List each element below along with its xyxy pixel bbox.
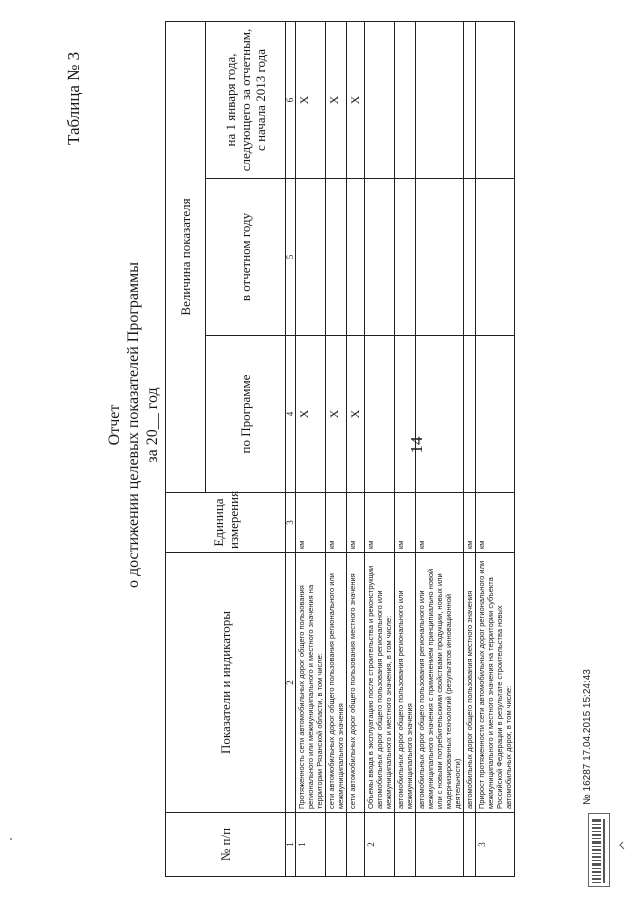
- table-row: [395, 21, 416, 876]
- report-title-line3: за 20__ год: [144, 387, 161, 463]
- header-by-program: по Программе: [206, 336, 286, 493]
- reporting-value: [296, 179, 326, 336]
- unit-cell: км: [476, 493, 515, 553]
- scan-speck-icon: [8, 835, 14, 843]
- table-row: [464, 21, 476, 876]
- header-unit: Единица измерения: [166, 493, 286, 553]
- row-number: 2: [365, 813, 395, 877]
- program-value: [395, 336, 416, 493]
- column-number: 1: [286, 813, 296, 877]
- row-number: [326, 813, 347, 877]
- row-number: 3: [476, 813, 515, 877]
- indicator-text: сети автомобильных дорог общего пользования регионального или межмуниципального значения: [326, 553, 347, 813]
- jan1-value: X: [326, 21, 347, 178]
- jan1-value: X: [347, 21, 365, 178]
- indicator-text: Объемы ввода в эксплуатацию после строительства и реконструкции автомобильных дорог общего пользования регионального или межмуниципального и местного значения, в том числе:: [365, 553, 395, 813]
- program-value: X: [347, 336, 365, 493]
- table-row: [476, 21, 515, 876]
- table-row: [296, 21, 326, 876]
- jan1-value: [476, 21, 515, 178]
- row-number: [464, 813, 476, 877]
- header-value-group: Величина показателя: [166, 21, 206, 492]
- table-row: [326, 21, 347, 876]
- table-row: [416, 21, 464, 876]
- page-number: 14: [407, 436, 426, 454]
- indicator-text: автомобильных дорог общего пользования регионального или межмуниципального значения с применением принципиально новой или с новыми потребительскими свойствами продукции, новых или модернизированных технологий (результатов инновационной деятельности): [416, 553, 464, 813]
- jan1-value: X: [296, 21, 326, 178]
- reporting-value: [395, 179, 416, 336]
- program-value: X: [326, 336, 347, 493]
- column-number: 3: [286, 493, 296, 553]
- row-number: [347, 813, 365, 877]
- jan1-value: [395, 21, 416, 178]
- jan1-value: [365, 21, 395, 178]
- reporting-value: [464, 179, 476, 336]
- header-no: № п/п: [166, 813, 286, 877]
- row-number: [395, 813, 416, 877]
- program-value: [416, 336, 464, 493]
- unit-cell: км: [326, 493, 347, 553]
- indicator-text: автомобильных дорог общего пользования регионального или межмуниципального значения: [395, 553, 416, 813]
- row-number: 1: [296, 813, 326, 877]
- column-number: 4: [286, 336, 296, 493]
- reporting-value: [347, 179, 365, 336]
- header-indicator: Показатели и индикаторы: [166, 553, 286, 813]
- program-value: X: [296, 336, 326, 493]
- indicator-text: Протяженность сети автомобильных дорог общего пользования регионального или межмуниципального и местного значения на территории Рязанской области, в том числе:: [296, 553, 326, 813]
- header-jan1: на 1 января года, следующего за отчетным, с начала 2013 года: [206, 21, 286, 178]
- report-title-line2: о достижении целевых показателей Программы: [125, 261, 142, 589]
- indicators-table: [165, 21, 515, 877]
- header-reporting-year: в отчетном году: [206, 179, 286, 336]
- reporting-value: [416, 179, 464, 336]
- indicator-text: сети автомобильных дорог общего пользования местного значения: [347, 553, 365, 813]
- jan1-value: [464, 21, 476, 178]
- table-label: Таблица № 3: [64, 51, 83, 145]
- column-number: 2: [286, 553, 296, 813]
- table-row: [365, 21, 395, 876]
- program-value: [464, 336, 476, 493]
- column-number: 5: [286, 179, 296, 336]
- reporting-value: [326, 179, 347, 336]
- unit-cell: км: [395, 493, 416, 553]
- row-number: [416, 813, 464, 877]
- unit-cell: км: [347, 493, 365, 553]
- table-row: [347, 21, 365, 876]
- indicator-text: Прирост протяженности сети автомобильных дорог регионального или межмуниципального и местного значения на территории субъекта Российской Федерации в результате строительства новых автомобильных дорог, в том числе:: [476, 553, 515, 813]
- program-value: [476, 336, 515, 493]
- column-number: 6: [286, 21, 296, 178]
- report-title-line1: Отчет: [106, 404, 123, 446]
- program-value: [365, 336, 395, 493]
- report-title: [105, 205, 162, 645]
- scan-speck-icon: [618, 840, 626, 850]
- unit-cell: км: [416, 493, 464, 553]
- unit-cell: км: [365, 493, 395, 553]
- registration-stamp: № 16287 17.04.2015 15:24:43: [582, 669, 593, 805]
- reporting-value: [476, 179, 515, 336]
- barcode-mark-icon: [588, 813, 610, 887]
- unit-cell: км: [296, 493, 326, 553]
- indicator-text: автомобильных дорог общего пользования местного значения: [464, 553, 476, 813]
- unit-cell: км: [464, 493, 476, 553]
- reporting-value: [365, 179, 395, 336]
- jan1-value: [416, 21, 464, 178]
